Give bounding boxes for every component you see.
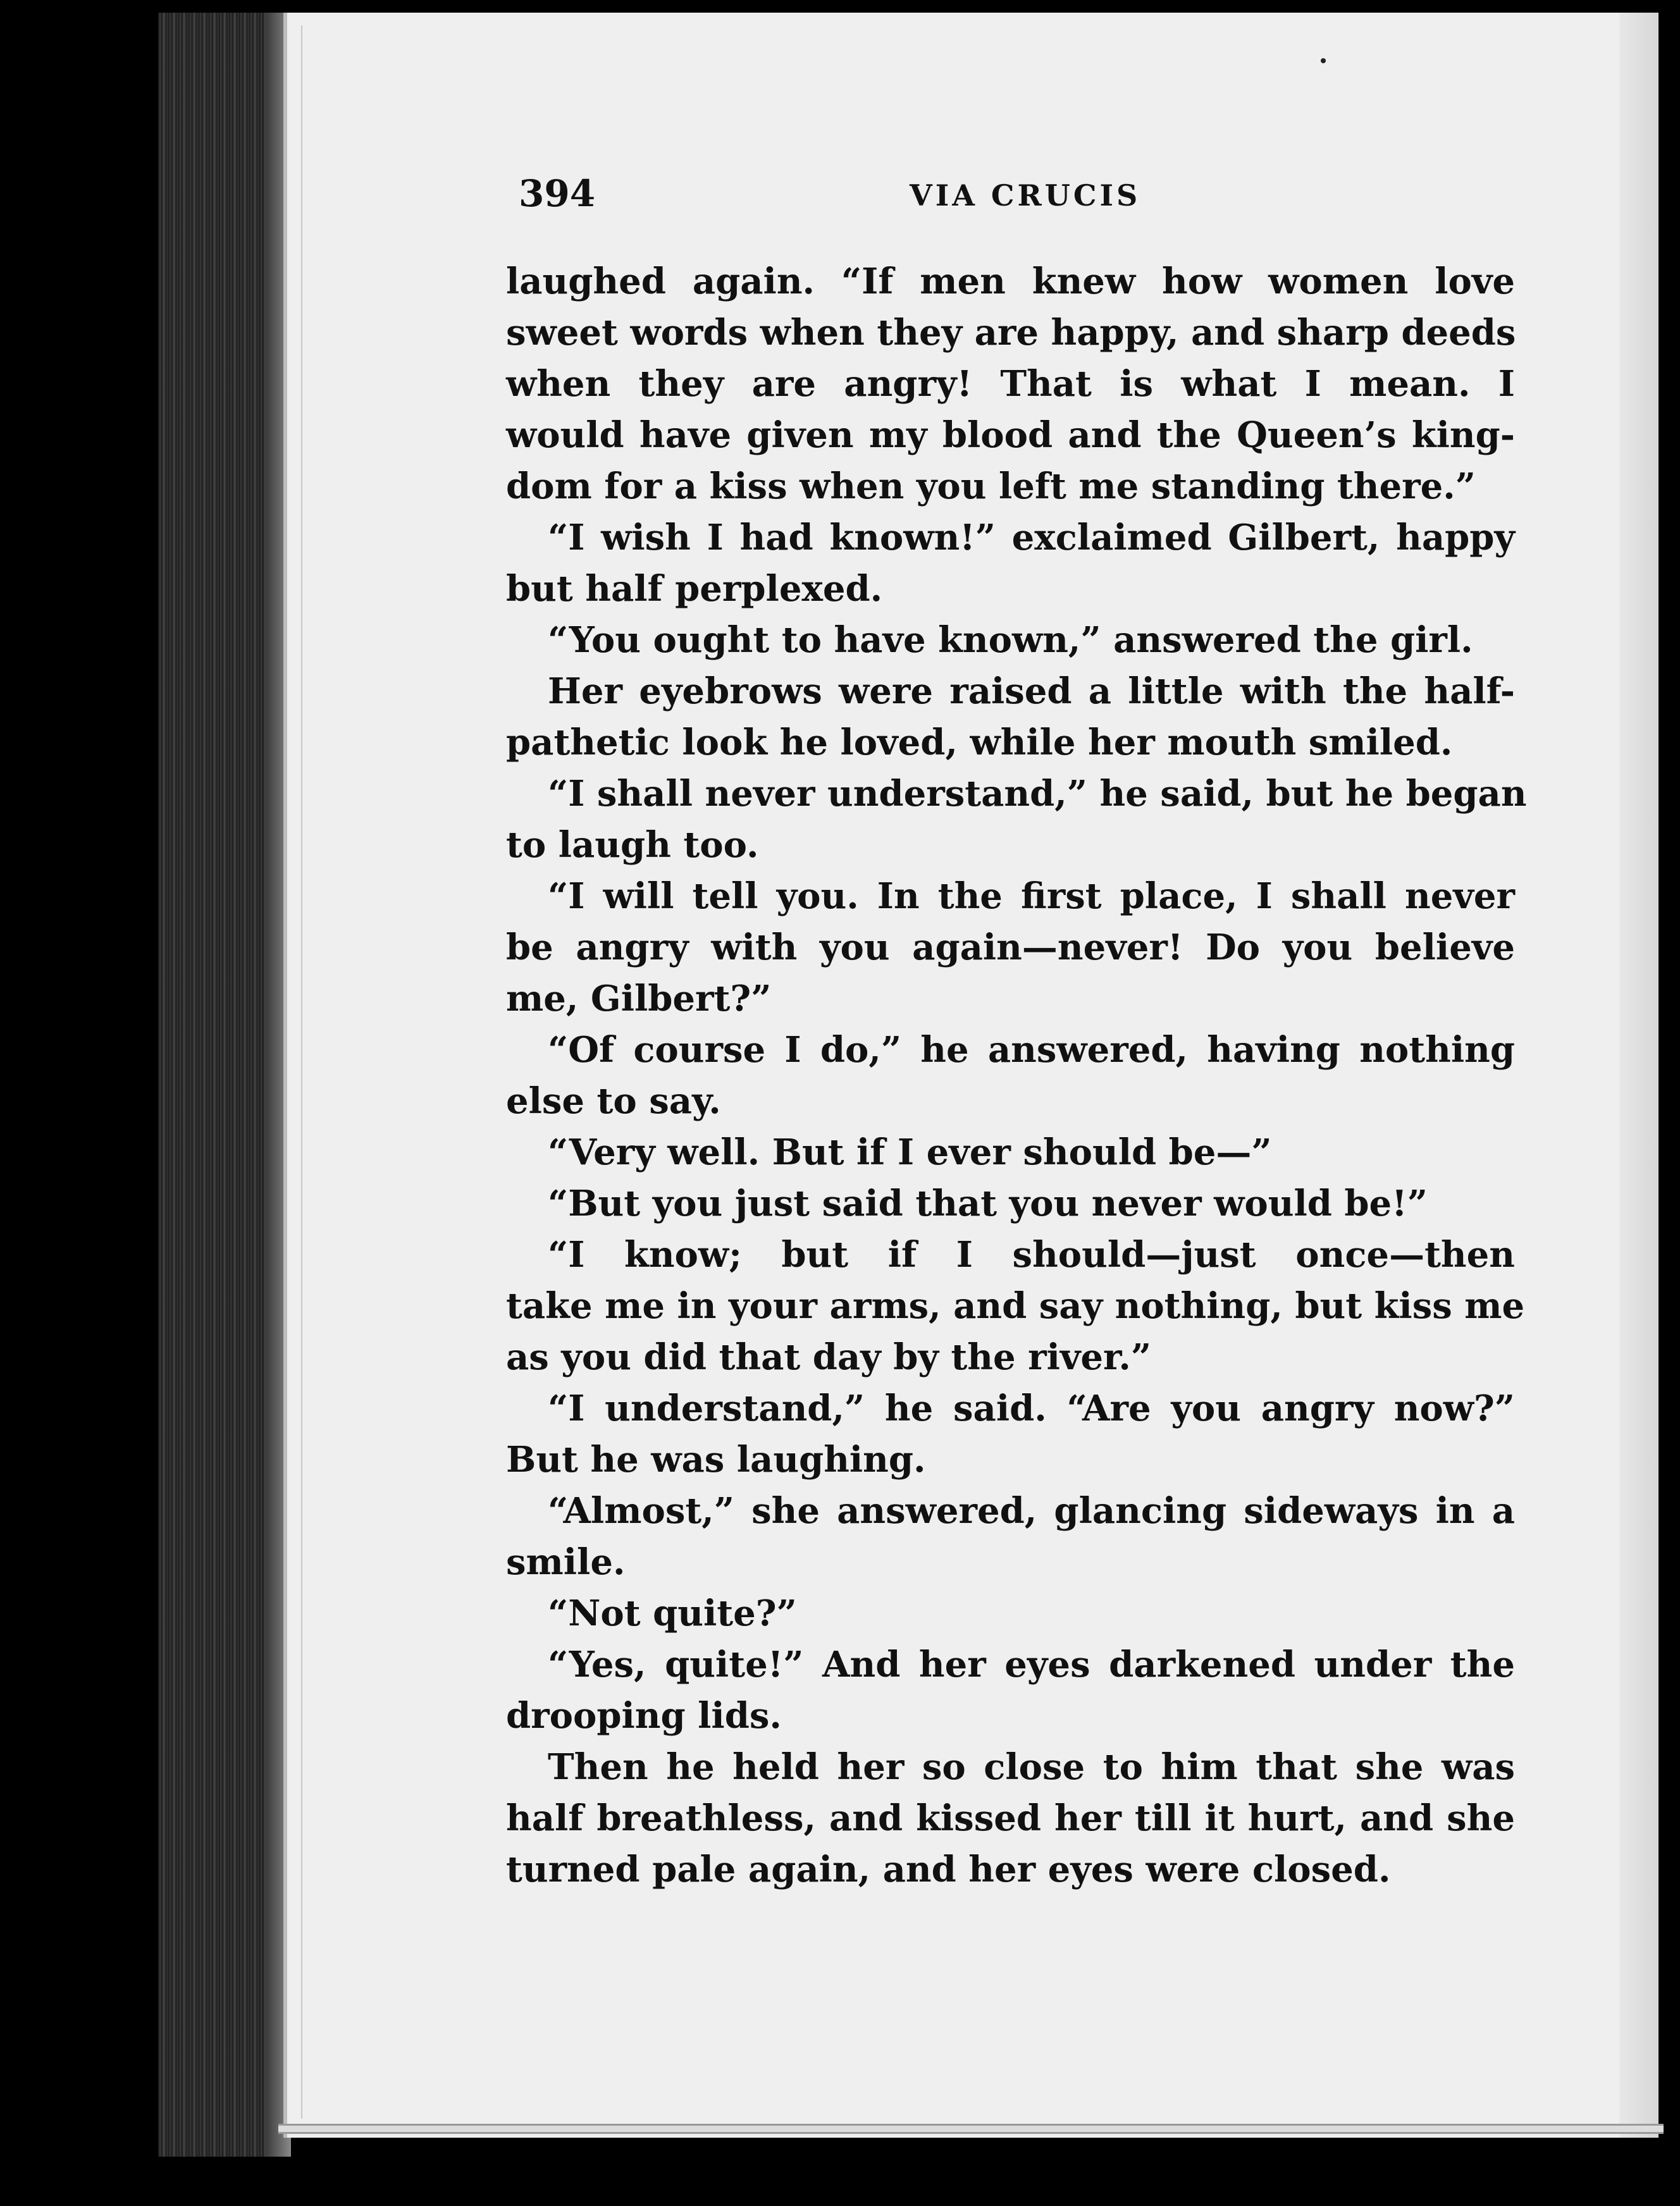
page-inner-edge [301, 25, 302, 2119]
running-head: VIA CRUCIS [910, 178, 1141, 213]
text-line: “I shall never understand,” he said, but he began [548, 773, 1527, 815]
text-line: as you did that day by the river.” [506, 1336, 1152, 1378]
text-line: “But you just said that you never would be!” [548, 1183, 1428, 1224]
text-line: turned pale again, and her eyes were closed. [506, 1849, 1391, 1890]
text-line: me, Gilbert?” [506, 978, 772, 1020]
body-text [506, 256, 1527, 1895]
text-line: else to say. [506, 1080, 721, 1122]
text-line: “I will tell you. In the first place, I shall never [548, 875, 1515, 917]
text-line: “I understand,” he said. “Are you angry now?” [548, 1388, 1515, 1429]
ink-speck [1321, 58, 1326, 63]
text-line: half breathless, and kissed her till it hurt, and she [506, 1797, 1515, 1839]
text-line: “I wish I had known!” exclaimed Gilbert, happy [548, 517, 1515, 558]
text-line: Her eyebrows were raised a little with the half- [548, 670, 1515, 712]
page-header [519, 172, 1531, 229]
text-line: when they are angry! That is what I mean. I [506, 363, 1515, 405]
text-line: “I know; but if I should—just once—then [548, 1234, 1515, 1276]
text-line: be angry with you again—never! Do you believe [506, 927, 1515, 968]
text-line: But he was laughing. [506, 1439, 926, 1481]
page-bottom-edge [278, 2124, 1664, 2134]
text-line: “You ought to have known,” answered the girl. [548, 619, 1473, 661]
text-line: to laugh too. [506, 824, 759, 866]
text-line: smile. [506, 1541, 626, 1583]
text-line: “Of course I do,” he answered, having nothing [548, 1029, 1515, 1071]
text-line: take me in your arms, and say nothing, but kiss me [506, 1285, 1525, 1327]
text-line: Then he held her so close to him that she was [548, 1746, 1515, 1788]
page-number: 394 [519, 172, 596, 215]
text-line: “Almost,” she answered, glancing sideways in a [548, 1490, 1515, 1532]
text-line: dom for a kiss when you left me standing there.” [506, 465, 1476, 507]
text-line: but half perplexed. [506, 568, 883, 610]
text-line: would have given my blood and the Queen’s king- [506, 414, 1515, 456]
text-line: “Yes, quite!” And her eyes darkened under the [548, 1644, 1515, 1685]
text-line: sweet words when they are happy, and sharp deeds [506, 312, 1516, 354]
text-line: “Not quite?” [548, 1593, 797, 1634]
text-line: pathetic look he loved, while her mouth smiled. [506, 722, 1453, 763]
text-line: laughed again. “If men knew how women love [506, 261, 1515, 302]
text-line: drooping lids. [506, 1695, 782, 1737]
page-right-gutter [1619, 13, 1658, 2138]
text-line: “Very well. But if I ever should be—” [548, 1131, 1272, 1173]
